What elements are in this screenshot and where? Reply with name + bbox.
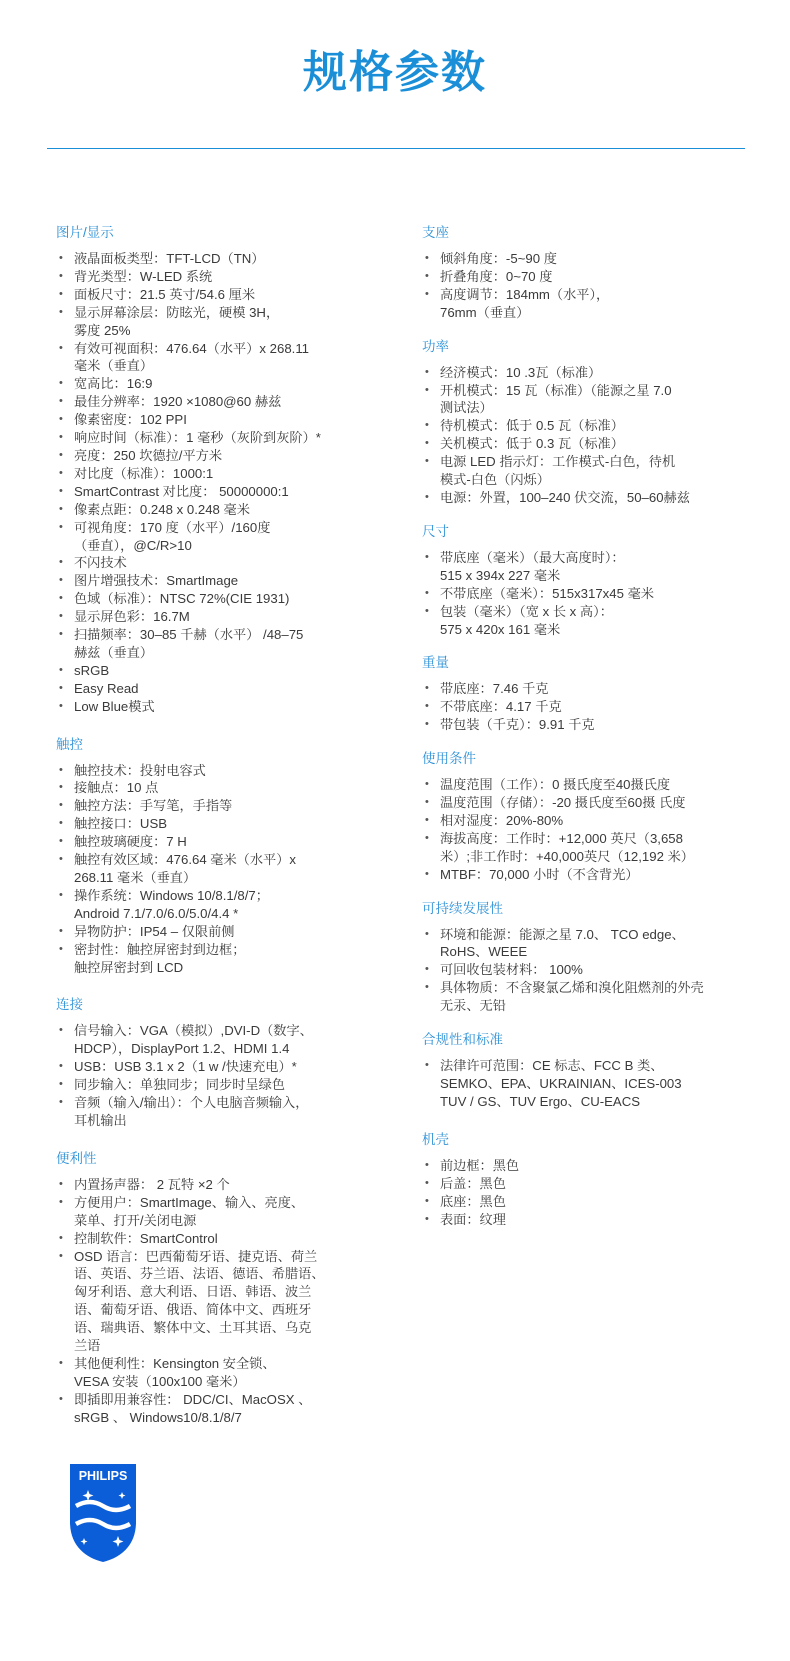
spec-item: • 触控技术：投射电容式 [56, 762, 386, 780]
spec-section [422, 1031, 752, 1111]
spec-list [422, 1057, 752, 1111]
spec-section [56, 1150, 386, 1427]
spec-item: • 音频（输入/输出）：个人电脑音频输入， 耳机输出 [56, 1094, 386, 1130]
spec-item: • 倾斜角度：-5~90 度 [422, 250, 752, 268]
spec-item: • 显示屏幕涂层：防眩光，硬模 3H， 雾度 25% [56, 304, 386, 340]
spec-item: • SmartContrast 对比度： 50000000:1 [56, 483, 386, 501]
spec-item: • 后盖：黑色 [422, 1175, 752, 1193]
spec-item: • 法律许可范围：CE 标志、FCC B 类、 SEMKO、EPA、UKRAINIAN、ICES-003 TUV / GS、TUV Ergo、CU-EACS [422, 1057, 752, 1111]
spec-item: • 不带底座（毫米）：515x317x45 毫米 [422, 585, 752, 603]
spec-section [422, 523, 752, 639]
spec-item: • Easy Read [56, 680, 386, 698]
spec-item: • 温度范围（工作）：0 摄氏度至40摄氏度 [422, 776, 752, 794]
spec-item: • 像素点距：0.248 x 0.248 毫米 [56, 501, 386, 519]
spec-section [56, 996, 386, 1129]
spec-item: • 接触点：10 点 [56, 779, 386, 797]
spec-item: • 表面：纹理 [422, 1211, 752, 1229]
spec-section [56, 736, 386, 977]
spec-list [422, 549, 752, 639]
spec-list [422, 1157, 752, 1229]
spec-item: • 带底座（毫米）（最大高度时）： 515 x 394x 227 毫米 [422, 549, 752, 585]
spec-item: • 信号输入：VGA（模拟）,DVI-D（数字、 HDCP），DisplayPort 1.2、HDMI 1.4 [56, 1022, 386, 1058]
spec-item: • 色域（标准）：NTSC 72%(CIE 1931) [56, 590, 386, 608]
spec-item: • 密封性：触控屏密封到边框； 触控屏密封到 LCD [56, 941, 386, 977]
spec-section [422, 338, 752, 507]
spec-item: • 触控接口：USB [56, 815, 386, 833]
spec-section [422, 750, 752, 883]
spec-item: • 液晶面板类型：TFT-LCD（TN） [56, 250, 386, 268]
section-heading: 尺寸 [422, 523, 449, 539]
spec-section [422, 1131, 752, 1229]
spec-section [422, 654, 752, 734]
spec-item: • 海拔高度：工作时：+12,000 英尺（3,658 米）;非工作时：+40,000英尺（12,192 米） [422, 830, 752, 866]
section-heading: 合规性和标准 [422, 1032, 503, 1048]
spec-item: • 电源 LED 指示灯：工作模式-白色，待机 模式-白色（闪烁） [422, 453, 752, 489]
spec-item: • OSD 语言：巴西葡萄牙语、捷克语、荷兰 语、英语、芬兰语、法语、德语、希腊语、 匈牙利语、意大利语、日语、韩语、波兰 语、葡萄牙语、俄语、简体中文、西班牙 语、瑞典语、繁体中文、土耳其语、乌克 兰语 [56, 1248, 386, 1355]
spec-item: • 前边框：黑色 [422, 1157, 752, 1175]
spec-item: • 控制软件：SmartControl [56, 1230, 386, 1248]
spec-item: • 不带底座：4.17 千克 [422, 698, 752, 716]
spec-item: • 带包装（千克）：9.91 千克 [422, 716, 752, 734]
spec-item: • 响应时间（标准）：1 毫秒（灰阶到灰阶）* [56, 429, 386, 447]
spec-item: • 操作系统：Windows 10/8.1/8/7； Android 7.1/7.0/6.0/5.0/4.4 * [56, 887, 386, 923]
spec-item: • 异物防护：IP54 – 仅限前侧 [56, 923, 386, 941]
spec-item: • 宽高比：16:9 [56, 375, 386, 393]
left-column [56, 224, 386, 1427]
section-heading: 机壳 [422, 1131, 449, 1147]
spec-item: • 待机模式：低于 0.5 瓦（标准） [422, 417, 752, 435]
spec-item: • 经济模式：10 .3瓦（标准） [422, 364, 752, 382]
spec-item: • 背光类型：W-LED 系统 [56, 268, 386, 286]
spec-item: • 带底座：7.46 千克 [422, 680, 752, 698]
spec-item: • 最佳分辨率：1920 ×1080@60 赫兹 [56, 393, 386, 411]
spec-item: • 具体物质：不含聚氯乙烯和溴化阻燃剂的外壳 无汞、无铅 [422, 979, 752, 1015]
section-heading: 图片/显示 [56, 225, 114, 240]
spec-list [56, 762, 386, 977]
spec-item: • 扫描频率：30–85 千赫（水平） /48–75 赫兹（垂直） [56, 626, 386, 662]
spec-item: • 其他便利性：Kensington 安全锁、 VESA 安装（100x100 毫米） [56, 1355, 386, 1391]
spec-section [422, 900, 752, 1016]
spec-item: • 亮度：250 坎德拉/平方米 [56, 447, 386, 465]
spec-list [56, 250, 386, 716]
spec-item: • 包装（毫米）（宽 x 长 x 高）： 575 x 420x 161 毫米 [422, 603, 752, 639]
spec-item: • Low Blue模式 [56, 698, 386, 716]
spec-item: • 关机模式：低于 0.3 瓦（标准） [422, 435, 752, 453]
logo-wordmark: PHILIPS [78, 1469, 128, 1483]
section-heading: 连接 [56, 997, 83, 1013]
spec-item: • 环境和能源：能源之星 7.0、 TCO edge、 RoHS、WEEE [422, 926, 752, 962]
page-title: 规格参数 [303, 48, 487, 97]
title-divider [47, 148, 745, 149]
spec-item: • 触控玻璃硬度：7 H [56, 833, 386, 851]
spec-list [422, 250, 752, 322]
spec-list [422, 364, 752, 507]
spec-item: • 方便用户：SmartImage、输入、亮度、 菜单、打开/关闭电源 [56, 1194, 386, 1230]
spec-section [422, 224, 752, 322]
spec-item: • 显示屏色彩：16.7M [56, 608, 386, 626]
spec-item: • 即插即用兼容性： DDC/CI、MacOSX 、 sRGB 、 Windows10/8.1/8/7 [56, 1391, 386, 1427]
spec-item: • 图片增强技术：SmartImage [56, 572, 386, 590]
section-heading: 使用条件 [422, 751, 476, 767]
section-heading: 便利性 [56, 1150, 97, 1166]
spec-item: • 高度调节：184mm（水平）， 76mm（垂直） [422, 286, 752, 322]
spec-list [56, 1022, 386, 1129]
spec-item: • 可回收包装材料： 100% [422, 961, 752, 979]
spec-item: • 像素密度：102 PPI [56, 411, 386, 429]
spec-item: • 面板尺寸：21.5 英寸/54.6 厘米 [56, 286, 386, 304]
section-heading: 支座 [422, 225, 449, 240]
section-heading: 可持续发展性 [422, 900, 503, 916]
spec-item: • 底座：黑色 [422, 1193, 752, 1211]
spec-list [422, 926, 752, 1016]
spec-list [422, 776, 752, 883]
right-column [422, 224, 752, 1228]
spec-list [422, 680, 752, 734]
spec-section [56, 224, 386, 716]
spec-item: • 开机模式：15 瓦（标准）（能源之星 7.0 测试法） [422, 382, 752, 418]
spec-item: • 可视角度：170 度（水平）/160度 （垂直），@C/R>10 [56, 519, 386, 555]
spec-item: • MTBF：70,000 小时（不含背光） [422, 866, 752, 884]
section-heading: 功率 [422, 338, 449, 354]
spec-item: • 电源：外置，100–240 伏交流，50–60赫兹 [422, 489, 752, 507]
spec-item: • 相对湿度：20%-80% [422, 812, 752, 830]
spec-item: • USB：USB 3.1 x 2（1 w /快速充电）* [56, 1058, 386, 1076]
spec-item: • 温度范围（存储）：-20 摄氏度至60摄 氏度 [422, 794, 752, 812]
spec-item: • 折叠角度：0~70 度 [422, 268, 752, 286]
spec-item: • 对比度（标准）：1000:1 [56, 465, 386, 483]
section-heading: 重量 [422, 655, 449, 671]
spec-item: • 触控有效区域：476.64 毫米（水平）x 268.11 毫米（垂直） [56, 851, 386, 887]
spec-item: • 内置扬声器： 2 瓦特 ×2 个 [56, 1176, 386, 1194]
section-heading: 触控 [56, 736, 83, 752]
philips-shield-logo [66, 1460, 140, 1564]
spec-item: • 同步输入：单独同步；同步时呈绿色 [56, 1076, 386, 1094]
spec-item: • 触控方法：手写笔，手指等 [56, 797, 386, 815]
spec-item: • 不闪技术 [56, 554, 386, 572]
spec-list [56, 1176, 386, 1427]
spec-item: • sRGB [56, 662, 386, 680]
spec-item: • 有效可视面积：476.64（水平）x 268.11 毫米（垂直） [56, 340, 386, 376]
